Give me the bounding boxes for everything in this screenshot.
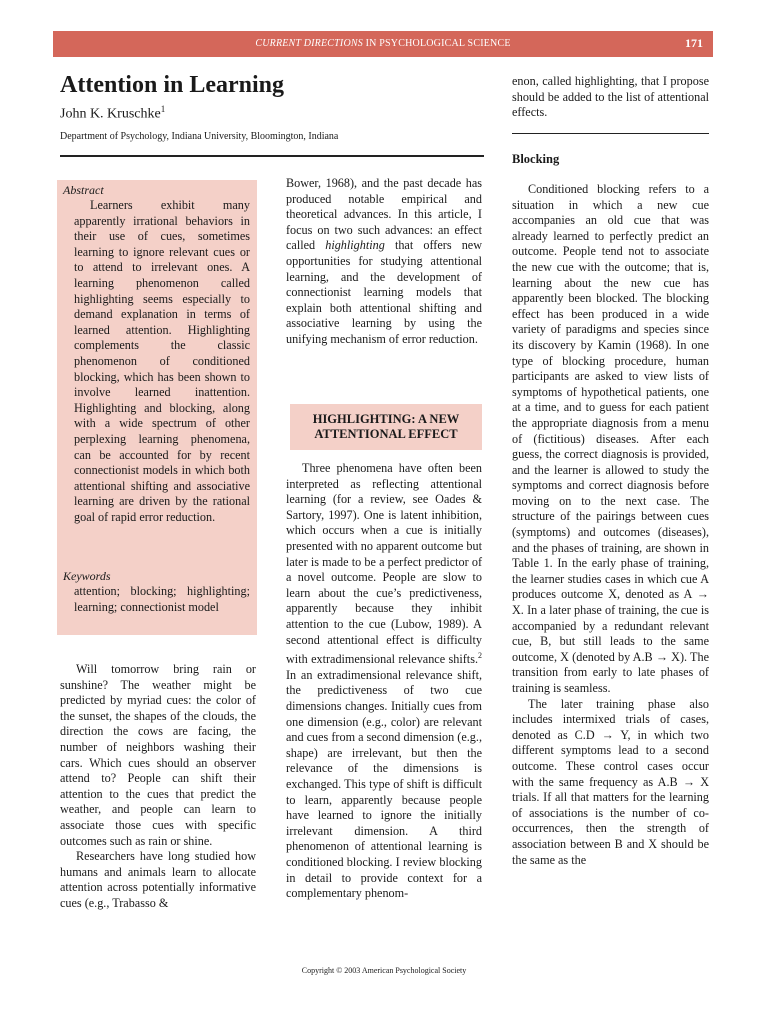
abstract-box: [57, 180, 257, 635]
abstract-label: Abstract: [63, 183, 104, 197]
keywords-label: Keywords: [63, 569, 111, 583]
running-header: [53, 31, 713, 57]
column-3-body: [512, 182, 709, 868]
paragraph: Three phenomena have often been interpreted as reflecting attentional learning (for a review, see Oades & Sartory, 1997). One is latent inhibition, which occurs when a cue is initially presented with no apparent outcome but later is made to be a perfect predictor of a novel outcome. People are slow to learn about the cue’s predictiveness, apparently because they inhibit attention to the cue (Lubow, 1989). A second attentional effect is difficulty with extradimensional relevance shifts.$^2$ In an extradimensional relevance shift, the predictiveness of two cue dimensions changes. Initially cues from one dimension (e.g., color) are relevant and cues from a second dimension (e.g., shape) are irrelevant, but then the relevance of the dimensions is exchanged. This type of shift is difficult to learn, apparently because people have learned to ignore the initially irrelevant dimension. A third phenomenon of attentional learning is conditioned blocking. I review blocking in detail to provide context for a complementary phenom-: [286, 461, 482, 901]
journal-name: CURRENT DIRECTIONS IN PSYCHOLOGICAL SCIENCE: [255, 38, 511, 49]
paragraph: Conditioned blocking refers to a situation in which a new cue accompanies an old cue that was already learned to perfectly predict an outcome. People tend not to associate the new cue with the outcome; that is, learning about the new cue has apparently been blocked. The blocking effect has been produced in a wide variety of paradigms and species since its discovery by Kamin (1968). In one type of blocking procedure, human participants are asked to view lists of symptoms of hypothetical patients, one at a time, and to guess for each patient the appropriate diagnosis from a menu of (fictitious) diseases. After each guess, the correct diagnosis is provided, and the learner is allowed to study the symptoms and correct diagnosis before moving on to the next case. The structure of the pairings between cues (symptoms) and outcomes (diseases), and the phases of training, are shown in Table 1. In the early phase of training, the learner studies cases in which cue A produces outcome X, denoted as A → X. In a later phase of training, the cue is accompanied by a redundant relevant cue, B, but still leads to the same outcome, X (denoted by A.B → X). The transition from early to late phases of training is seamless.: [512, 182, 709, 695]
footnote-marker: 2: [478, 651, 482, 661]
section-heading-box: [290, 404, 482, 450]
abstract-text: Learners exhibit many apparently irrational behaviors in their use of cues, sometimes learning to ignore relevant cues or to attend to irrelevant ones. A learning phenomenon called highlighting seems especially to demand explanation in terms of learned attention. Highlighting complements the classic phenomenon of conditioned blocking, which has been shown to involve learned inattention. Highlighting and blocking, along with a wide spectrum of other perplexing learning phenomena, can be accounted for by recent connectionist models in which both attentional shifting and associative learning are driven by the rational goal of rapid error reduction.: [74, 198, 250, 524]
paragraph: enon, called highlighting, that I propose should be added to the list of attentional effects.: [512, 74, 709, 120]
author-footnote-marker: 1: [160, 104, 166, 114]
paragraph: The later training phase also includes intermixed trials of cases, denoted as C.D → Y, in which two different symptoms lead to a second outcome. These control cases occur with the same frequency as A.B → X trials. If all that matters for the learning of associations is the number of co-occurrences, then the strength of association between B and X should be the same as the: [512, 696, 709, 867]
paragraph: Bower, 1968), and the past decade has produced notable empirical and theoretical advances. In this article, I focus on two such advances: an effect called highlighting that offers new opportunities for studying attentional learning, and the development of connectionist learning models that explain both attentional shifting and associative learning by using the unifying mechanism of error reduction.: [286, 176, 482, 346]
column-3-top: [512, 74, 709, 121]
paragraph: Will tomorrow bring rain or sunshine? The weather might be predicted by myriad cues: the color of the sunset, the shapes of the clouds, the direction the cows are facing, the number of neighbors washing their cars. Which cues should an observer attend to? People can shift their attention to the cues that predict the weather, and people can learn to associate those cues with specific outcomes such as rain or shine.: [60, 662, 256, 848]
keywords-text: attention; blocking; highlighting; learning; connectionist model: [74, 584, 250, 614]
affiliation: Department of Psychology, Indiana University, Bloomington, Indiana: [60, 131, 339, 142]
page-number: 171: [685, 36, 703, 50]
article-title: Attention in Learning: [60, 72, 285, 98]
title-divider: [60, 155, 484, 157]
column-1-body: [60, 662, 256, 912]
paragraph: Researchers have long studied how humans and animals learn to allocate attention across potentially informative cues (e.g., Trabasso &: [60, 849, 256, 910]
column-2-top: [286, 176, 482, 348]
section-heading: HIGHLIGHTING: A NEW ATTENTIONAL EFFECT: [312, 412, 460, 441]
column-divider: [512, 133, 709, 134]
copyright-footer: Copyright © 2003 American Psychological Society: [301, 966, 467, 975]
author-name: John K. Kruschke$^1$: [60, 104, 166, 122]
subsection-heading: Blocking: [512, 152, 560, 166]
column-2-body: [286, 461, 482, 902]
